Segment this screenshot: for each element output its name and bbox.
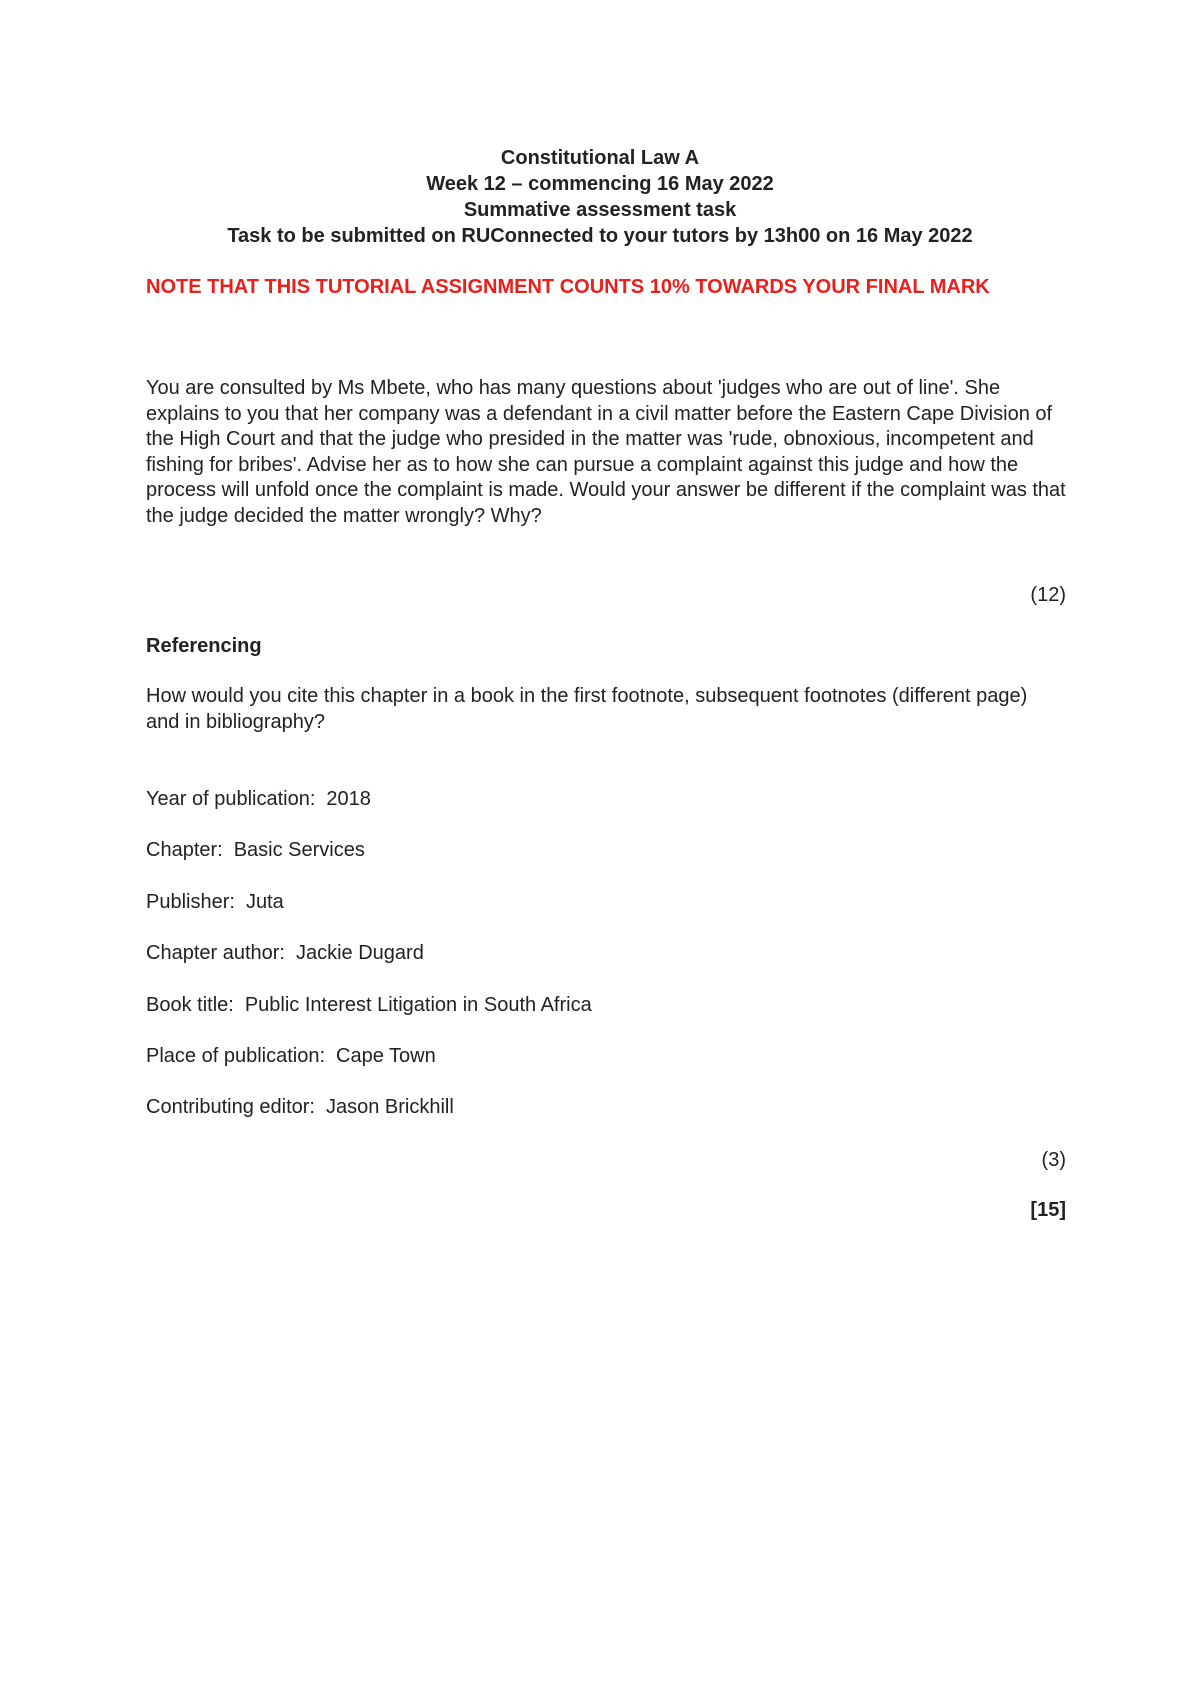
- course-title: Constitutional Law A: [500, 147, 700, 169]
- referencing-marks: (3): [1041, 1149, 1066, 1171]
- detail-label: Place of publication:: [146, 1044, 326, 1067]
- detail-label: Chapter author:: [146, 942, 285, 965]
- referencing-heading: Referencing: [146, 635, 262, 657]
- detail-value: Basic Services: [233, 839, 365, 862]
- detail-label: Year of publication:: [146, 788, 316, 810]
- detail-book-title: [146, 992, 592, 1043]
- detail-chapter: [146, 837, 592, 888]
- question-marks: (12): [1030, 584, 1066, 606]
- detail-label: Book title:: [146, 993, 234, 1016]
- week-line: Week 12 – commencing 16 May 2022: [426, 173, 774, 195]
- submission-line: Task to be submitted on RUConnected to your tutors by 13h00 on 16 May 2022: [227, 225, 973, 247]
- task-type: Summative assessment task: [463, 199, 737, 221]
- detail-value: Juta: [245, 890, 284, 913]
- document-header: [0, 145, 1200, 249]
- detail-publisher: [146, 889, 592, 940]
- detail-editor: [146, 1094, 592, 1145]
- detail-place: [146, 1043, 592, 1094]
- detail-label: Chapter:: [146, 839, 223, 862]
- detail-chapter-author: [146, 940, 592, 991]
- detail-year: [146, 786, 592, 837]
- detail-value: Public Interest Litigation in South Africa: [244, 993, 592, 1016]
- detail-label: Publisher:: [146, 890, 235, 913]
- detail-value: Jackie Dugard: [295, 942, 424, 965]
- detail-value: Jason Brickhill: [325, 1096, 454, 1119]
- question-text: You are consulted by Ms Mbete, who has many questions about 'judges who are out of line'. She explains to you that her company was a defendant in a civil matter before the Eastern Cape Division of the High Court and that the judge who presided in the matter was 'rude, obnoxious, incompetent and fishing for bribes'. Advise her as to how she can pursue a complaint against this judge and how the process will unfold once the complaint is made. Would your answer be different if the complaint was that the judge decided the matter wrongly? Why?: [146, 377, 1066, 527]
- detail-value: 2018: [326, 788, 371, 810]
- citation-details-list: [146, 786, 592, 1146]
- referencing-question: How would you cite this chapter in a book in the first footnote, subsequent footnotes (different page) and in bibliography?: [146, 685, 1028, 733]
- weighting-note: NOTE THAT THIS TUTORIAL ASSIGNMENT COUNTS 10% TOWARDS YOUR FINAL MARK: [146, 276, 990, 298]
- total-marks: [15]: [1030, 1199, 1066, 1221]
- detail-value: Cape Town: [336, 1044, 436, 1067]
- detail-label: Contributing editor:: [146, 1096, 315, 1119]
